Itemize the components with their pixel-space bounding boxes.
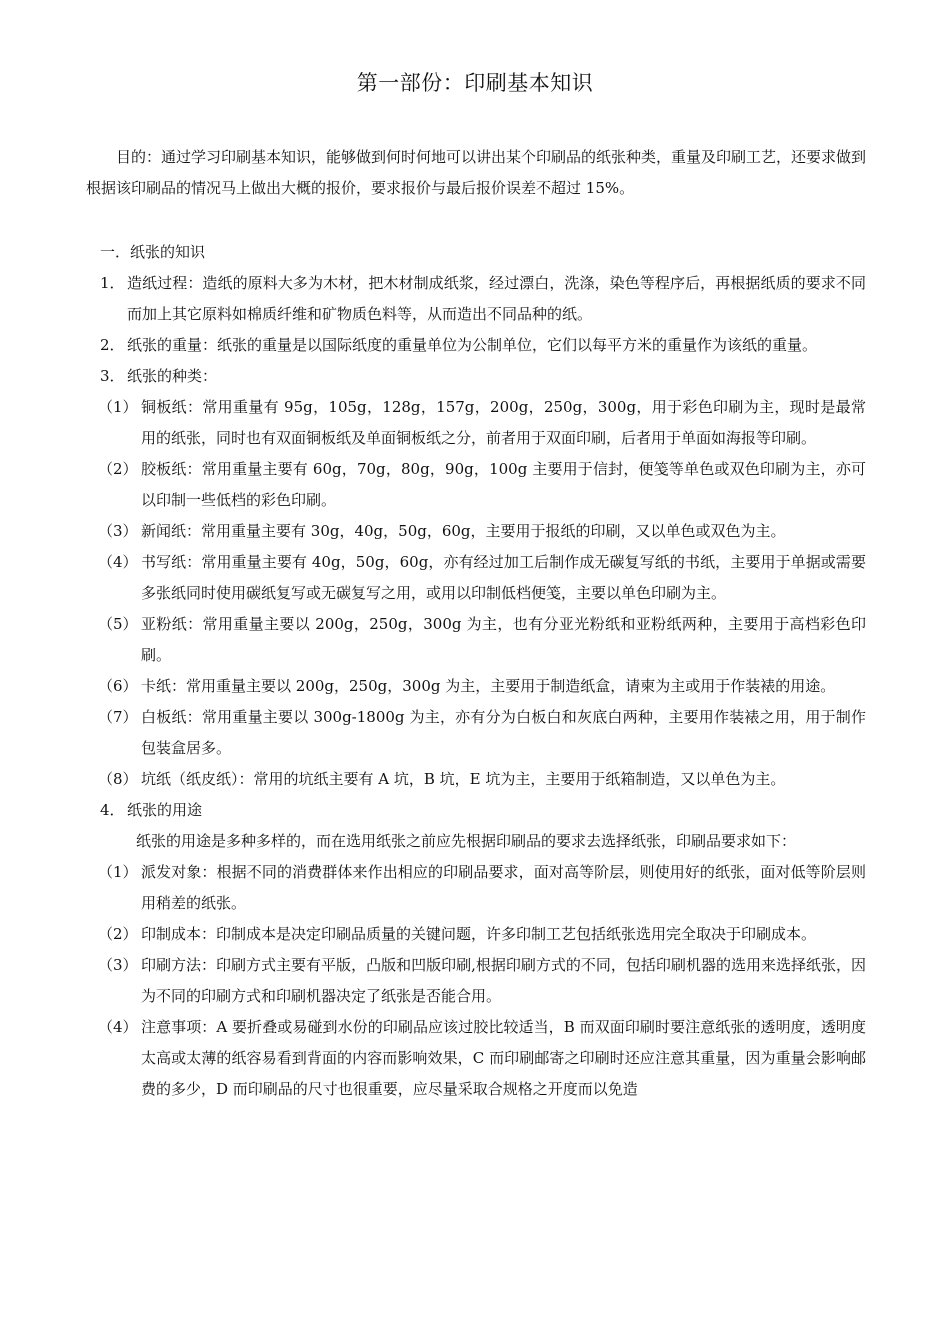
list-item-paper-usage: [86, 795, 866, 826]
list-item-text: 铜板纸：常用重量有 95g，105g，128g，157g，200g，250g，300g，用于彩色印刷为主，现时是最常用的纸张，同时也有双面铜板纸及单面铜板纸之分，前者用于双面印刷，后者用于单面如海报等印刷。: [141, 398, 866, 447]
page-title: 第一部份：印刷基本知识: [356, 71, 594, 95]
paper-type-newsprint: [86, 516, 866, 547]
paper-type-offset: [86, 454, 866, 516]
list-marker: 4．: [100, 801, 125, 819]
list-marker: （2）: [98, 925, 138, 943]
paper-type-corrugated: [86, 764, 866, 795]
usage-notes: [86, 1012, 866, 1105]
list-marker: （6）: [98, 677, 138, 695]
list-item-paper-types: [86, 361, 866, 392]
section-paper-knowledge: [86, 237, 866, 1105]
list-marker: 1．: [100, 274, 125, 292]
purpose-paragraph: 目的：通过学习印刷基本知识，能够做到何时何地可以讲出某个印刷品的纸张种类，重量及印刷工艺，还要求做到根据该印刷品的情况马上做出大概的报价，要求报价与最后报价误差不超过 15%。: [86, 148, 867, 197]
list-item-text: 新闻纸：常用重量主要有 30g，40g，50g，60g，主要用于报纸的印刷，又以单色或双色为主。: [141, 522, 786, 540]
list-marker: （8）: [98, 770, 138, 788]
usage-distribution-target: [86, 857, 866, 919]
list-item-text: 派发对象：根据不同的消费群体来作出相应的印刷品要求，面对高等阶层，则使用好的纸张，面对低等阶层则用稍差的纸张。: [141, 863, 866, 912]
list-item-text: 造纸过程：造纸的原料大多为木材，把木材制成纸浆，经过漂白，洗涤，染色等程序后，再根据纸质的要求不同而加上其它原料如棉质纤维和矿物质色料等，从而造出不同品种的纸。: [127, 274, 866, 323]
paper-type-writing: [86, 547, 866, 609]
list-marker: （1）: [98, 863, 138, 881]
list-marker: 3．: [100, 367, 125, 385]
paper-type-card: [86, 671, 866, 702]
list-item-text: 印刷方法：印刷方式主要有平版，凸版和凹版印刷,根据印刷方式的不同，包括印刷机器的选用来选择纸张，因为不同的印刷方式和印刷机器决定了纸张是否能合用。: [141, 956, 866, 1005]
list-marker: （3）: [98, 956, 138, 974]
usage-print-method: [86, 950, 866, 1012]
list-marker: （3）: [98, 522, 138, 540]
list-item-paper-weight: [86, 330, 866, 361]
list-marker: （2）: [98, 460, 138, 478]
list-item-text: 注意事项：A 要折叠或易碰到水份的印刷品应该过胶比较适当，B 而双面印刷时要注意纸张的透明度，透明度太高或太薄的纸容易看到背面的内容而影响效果，C 而印刷邮寄之印刷时还应注意其重量，因为重量会影响邮费的多少，D 而印刷品的尺寸也很重要，应尽量采取合规格之开度而以免造: [141, 1018, 866, 1098]
list-item-text: 胶板纸：常用重量主要有 60g，70g，80g，90g，100g 主要用于信封，便笺等单色或双色印刷为主，亦可以印制一些低档的彩色印刷。: [141, 460, 866, 509]
paper-type-whiteboard: [86, 702, 866, 764]
list-item-text: 卡纸：常用重量主要以 200g，250g，300g 为主，主要用于制造纸盒，请柬为主或用于作装裱的用途。: [141, 677, 836, 695]
list-marker: （7）: [98, 708, 138, 726]
list-marker: （5）: [98, 615, 138, 633]
list-marker: （1）: [98, 398, 138, 416]
usage-intro: 纸张的用途是多种多样的，而在选用纸张之前应先根据印刷品的要求去选择纸张，印刷品要求如下：: [136, 832, 797, 850]
list-marker: 2．: [100, 336, 125, 354]
usage-print-cost: [86, 919, 866, 950]
list-item-text: 亚粉纸：常用重量主要以 200g，250g，300g 为主，也有分亚光粉纸和亚粉纸两种，主要用于高档彩色印刷。: [141, 615, 866, 664]
list-item-text: 纸张的重量：纸张的重量是以国际纸度的重量单位为公制单位，它们以每平方米的重量作为该纸的重量。: [127, 336, 818, 354]
list-item-text: 印制成本：印制成本是决定印刷品质量的关键问题，许多印制工艺包括纸张选用完全取决于印刷成本。: [141, 925, 817, 943]
list-item-text: 纸张的种类：: [127, 367, 218, 385]
list-item-text: 纸张的用途: [127, 801, 203, 819]
list-item-text: 坑纸（纸皮纸）：常用的坑纸主要有 A 坑，B 坑，E 坑为主，主要用于纸箱制造，又以单色为主。: [141, 770, 786, 788]
list-item-papermaking: [86, 268, 866, 330]
list-marker: （4）: [98, 553, 138, 571]
paper-type-matte: [86, 609, 866, 671]
list-item-text: 书写纸：常用重量主要有 40g，50g，60g，亦有经过加工后制作成无碳复写纸的书纸，主要用于单据或需要多张纸同时使用碳纸复写或无碳复写之用，或用以印制低档便笺，主要以单色印刷为主。: [141, 553, 866, 602]
section-heading: 一．纸张的知识: [100, 243, 206, 261]
list-item-text: 白板纸：常用重量主要以 300g-1800g 为主，亦有分为白板白和灰底白两种，主要用作装裱之用，用于制作包装盒居多。: [141, 708, 866, 757]
list-marker: （4）: [98, 1018, 138, 1036]
paper-type-coated: [86, 392, 866, 454]
